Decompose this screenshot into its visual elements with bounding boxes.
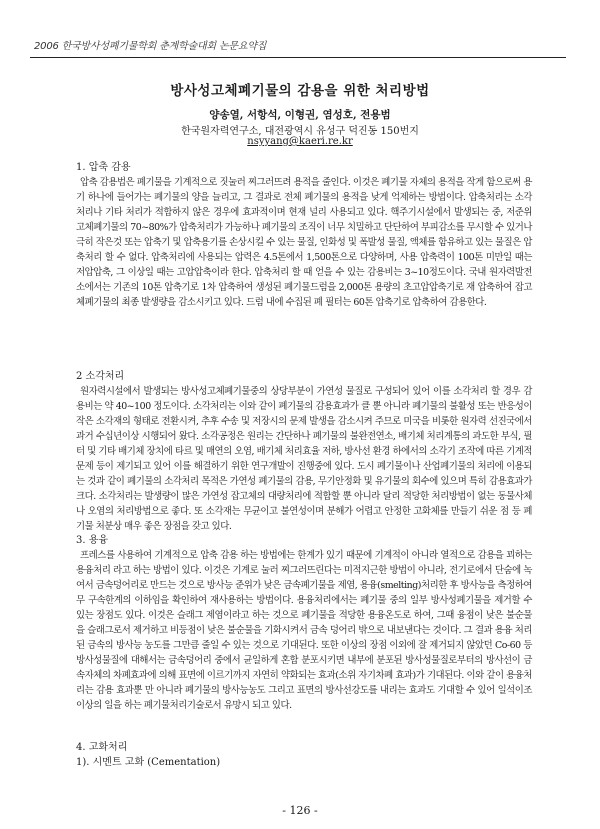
section-paragraph: 압축 감용법은 폐기물을 기계적으로 짓눌러 찌그러뜨려 용적을 줄인다. 이것은 폐기물 자체의 용적을 작게 함으로써 용기 하나에 들어가는 폐기물의 양을 늘리고, 그 결과로 전체 폐기물의 용적을 낮게 억제하는 방법이다. 압축처리는 소각처리나 기타 처리가 적합하지 않은 경우에 효과적이며 현재 널리 사용되고 있다. 핵주기시설에서 발생되는 중, 저준위 고체폐기물의 70~80%가 압축처리가 가능하나 폐기물의 조직이 너무 치밀하고 단단하여 부피감소를 무시할 수 있거나 극히 작은것 또는 압축기 및 압축용기를 손상시킬 수 있는 물질, 인화성 및 폭발성 물질, 액체를 함유하고 있는 물질은 압축처리 할 수 없다. 압축처리에 사용되는 압력은 4.5톤에서 1,500톤으로 다양하며, 사용 압축력이 100톤 미만일 때는 저압압축, 그 이상일 때는 고압압축이라 한다. 압축처리 할 때 얻을 수 있는 감용비는 3~10정도이다. 국내 원자력발전소에서는 기존의 10톤 압축기로 1차 압축하여 생성된 폐기물드럼을 2,000톤 용량의 초고압압축기로 재 압축하여 잡고체폐기물의 최종 발생량을 감소시키고 있다. 드럼 내에 수집된 폐 필터는 60톤 압축기로 압축하여 감용한다. bbox=[76, 177, 532, 308]
author-email: nsyyang@kaeri.re.kr bbox=[247, 136, 353, 147]
subsection-heading: 1). 시멘트 고화 (Cementation) bbox=[76, 757, 221, 768]
section-incineration bbox=[76, 369, 532, 534]
section-melting bbox=[76, 533, 532, 713]
section-heading: 4. 고화처리 bbox=[76, 742, 128, 753]
paper-authors: 양송열, 서항석, 이형권, 염성호, 전용범 bbox=[209, 109, 391, 121]
section-heading: 3. 용융 bbox=[76, 535, 109, 546]
section-compression bbox=[76, 160, 532, 310]
page-number: - 126 - bbox=[282, 804, 318, 817]
section-paragraph: 프레스를 사용하여 기계적으로 압축 감용 하는 방법에는 한계가 있기 때문에 기계적이 아니라 열적으로 감용을 꾀하는 용융처리 라고 하는 방법이 있다. 이것은 기계로 눌러 찌그러뜨린다는 미적지근한 방법이 아니라, 전기로에서 단숨에 녹여서 금속덩어리로 만드는 것으로 방사능 준위가 낮은 금속폐기물을 제염, 용융(smelting)처리한 후 방사능을 측정하여 무 구속한계의 이하임을 확인하여 재사용하는 방법이다. 용융처리에서는 폐기물 중의 일부 방사성폐기물을 제거할 수 있는 장점도 있다. 이것은 슬래그 제염이라고 하는 것으로 폐기물을 적당한 용융온도로 하여, 그때 융점이 낮은 불순물을 슬래그로서 제거하고 비등점이 낮은 불순물을 기화시켜서 금속 덩어리 밖으로 내보낸다는 것이다. 그 결과 용융 처리된 금속의 방사능 농도를 그만큼 줄일 수 있는 것으로 기대된다. 또한 이상의 장점 이외에 잘 제거되지 않았던 Co-60 등 방사성물질에 대해서는 금속덩어리 중에서 균일하게 혼합 분포시키면 내부에 분포된 방사성물질로부터의 방사선이 금속자체의 차폐효과에 의해 표면에 이르기까지 자연히 약화되는 효과(소위 자기차폐 효과)가 기대된다. 이와 같이 용융처리는 감용 효과뿐 만 아니라 폐기물의 방사능농도 그리고 표면의 방사선강도를 내리는 효과도 기대할 수 있어 일석이조 이상의 일을 하는 폐기물처리기술로서 유망시 되고 있다. bbox=[76, 550, 532, 711]
section-paragraph: 원자력시설에서 발생되는 방사성고체폐기물중의 상당부분이 가연성 물질로 구성되어 있어 이를 소각처리 할 경우 감용비는 약 40~100 정도이다. 소각처리는 이와 같이 폐기물의 감용효과가 클 뿐 아니라 폐기물의 불활성 또는 반응성이 작은 소각재의 형태로 전환시켜, 추후 수송 및 저장시의 문제 발생을 감소시켜 주므로 미국을 비롯한 원자력 선진국에서 과거 수십년이상 시행되어 왔다. 소각공정은 원리는 간단하나 폐기물의 불완전연소, 배기체 처리계통의 과도한 부식, 필터 및 기타 배기체 장치에 타르 및 매연의 오염, 배기체 처리효율 저하, 방사선 환경 하에서의 소각기 조작에 따른 기계적 문제 등이 제기되고 있어 이를 해결하기 위한 연구개발이 진행중에 있다. 도시 폐기물이나 산업폐기물의 처리에 이용되는 것과 같이 폐기물의 소각처리 목적은 가연성 폐기물의 감용, 무기안정화 및 유기물의 회수에 있으며 특히 감용효과가 크다. 소각처리는 발생량이 많은 가연성 잡고체의 대량처리에 적합할 뿐 아니라 달리 적당한 처리방법이 없는 동물사체나 오염의 처리방법으로 좋다. 또 소각재는 무균이고 불연성이며 분해가 어렵고 안정한 고화체를 만들기 쉬운 점 등 폐기물 처분상 매우 좋은 장점을 갖고 있다. bbox=[76, 386, 532, 532]
section-solidification bbox=[76, 740, 532, 770]
header-rule bbox=[30, 57, 566, 58]
running-header: 2006 한국방사성폐기물학회 춘계학술대회 논문요약집 bbox=[34, 41, 267, 52]
paper-affiliation: 한국원자력연구소, 대전광역시 유성구 덕진동 150번지 bbox=[181, 126, 419, 137]
section-heading: 2 소각처리 bbox=[76, 371, 125, 382]
section-heading: 1. 압축 감용 bbox=[76, 162, 131, 173]
paper-title: 방사성고체폐기물의 감용을 위한 처리방법 bbox=[170, 83, 430, 99]
